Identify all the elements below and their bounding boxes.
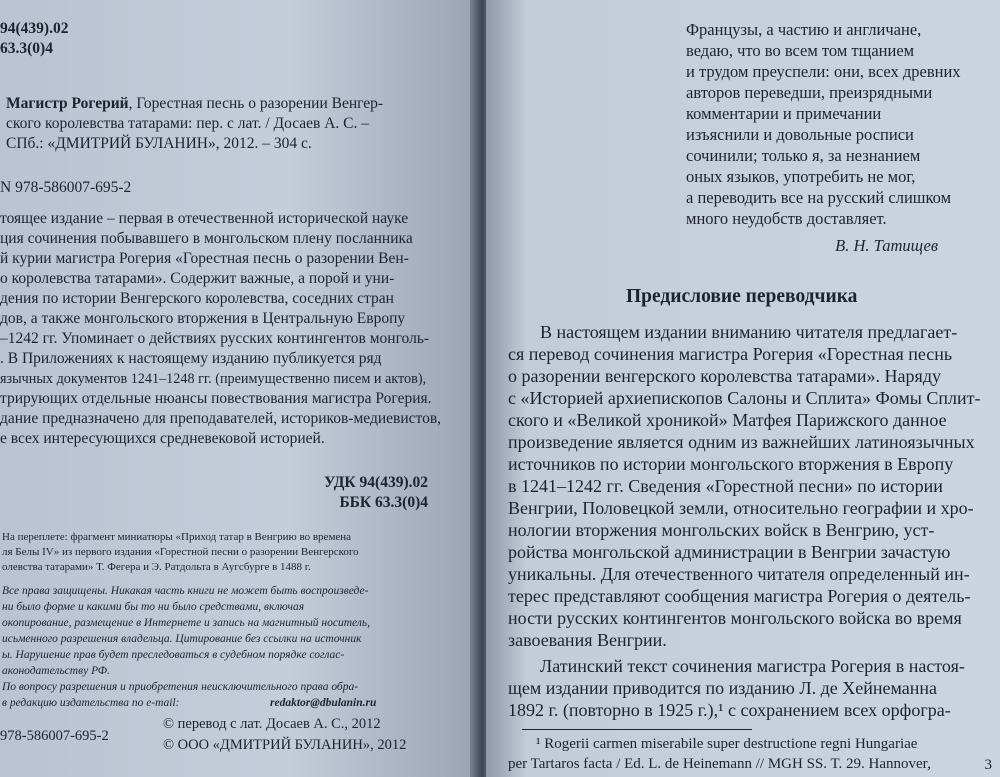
- cover-line: На переплете: фрагмент миниатюры «Приход татар в Венгрию во времена: [2, 531, 352, 543]
- epigraph-line: авторов переведши, преизрядными: [686, 83, 933, 102]
- abstract-line: й курии магистра Рогерия «Горестная песнь о разорении Вен-: [0, 250, 409, 267]
- isbn-top: N 978-586007-695-2: [0, 179, 132, 196]
- rights-line: в редакцию издательства по e-mail:: [2, 697, 180, 709]
- body-line: о разорении венгерского королевства татарами». Наряду: [508, 366, 941, 386]
- body-line: терес представляют сообщения магистра Рогерия о деятель-: [508, 586, 971, 606]
- abstract-line: –1242 гг. Упоминает о действиях русских контингентов монголь-: [0, 330, 430, 347]
- cover-line: олевства татарами» Т. Фегера и Э. Ратдольта в Аугсбурге в 1488 г.: [2, 561, 311, 573]
- body-line: щем издании приводится по изданию Л. де Хейнеманна: [508, 678, 937, 698]
- page-number: 3: [984, 757, 992, 773]
- udk-top: 94(439).02: [0, 20, 69, 37]
- body-line: нологии вторжения монгольских войск в Венгрию, уст-: [508, 520, 935, 540]
- abstract-line: . В Приложениях к настоящему изданию публикуется ряд: [0, 350, 382, 367]
- rights-line: окопирование, размещение в Интернете и запись на магнитный носитель,: [2, 617, 370, 629]
- abstract-line: о королевства татарами». Содержит важные, а порой и уни-: [0, 270, 395, 287]
- cover-line: ля Белы IV» из первого издания «Горестной песни о разорении Венгерского: [2, 546, 359, 558]
- body-line: завоевания Венгрии.: [508, 630, 667, 650]
- body-line: ности русских контингентов монгольского войска во время: [508, 608, 962, 628]
- copyright-publisher: © ООО «ДМИТРИЙ БУЛАНИН», 2012: [163, 737, 407, 753]
- udk-code: УДК 94(439).02: [323, 474, 428, 491]
- epigraph-line: а переводить все на русский слишком: [686, 188, 952, 207]
- bbk-code: ББК 63.3(0)4: [339, 494, 428, 511]
- body-line: уникальны. Для отечественного читателя определенный ин-: [508, 564, 970, 584]
- epigraph-line: и трудом преуспели: они, всех древних: [686, 62, 961, 81]
- epigraph-line: комментарии и примечании: [686, 104, 882, 123]
- rights-line: ы. Нарушение прав будет преследоваться в судебном порядке соглас-: [2, 649, 345, 661]
- body-line: Венгрии, Половецкой земли, относительно географии и хро-: [508, 498, 974, 518]
- body-line: в 1241–1242 гг. Сведения «Горестной песни» по истории: [508, 476, 943, 496]
- body-line: ройства монгольской администрации в Венгрии зачастую: [508, 542, 951, 562]
- abstract-line: дание предназначено для преподавателей, историков-медиевистов,: [0, 410, 442, 427]
- right-page: [486, 0, 1000, 777]
- bbk-top: 63.3(0)4: [0, 40, 53, 57]
- bib-line: ского королевства татарами: пер. с лат. / Досаев А. С. –: [6, 115, 370, 132]
- abstract-line: трирующих отдельные нюансы повествования магистра Рогерия.: [0, 390, 432, 407]
- abstract-line: ция сочинения побывавшего в монгольском плену посланника: [0, 230, 413, 247]
- body-line: произведение является одним из важнейших латиноязычных: [508, 432, 975, 452]
- epigraph-author: В. Н. Татищев: [835, 236, 938, 255]
- abstract-line: язычных документов 1241–1248 гг. (преимущественно писем и актов),: [0, 371, 427, 387]
- rights-line: По вопросу разрешения и приобретения неисключительного права обра-: [2, 681, 359, 693]
- footnote-line: per Tartaros facta / Ed. L. de Heinemann // MGH SS. T. 29. Hannover,: [508, 756, 931, 772]
- abstract-line: е всех интересующихся средневековой историей.: [0, 430, 325, 447]
- isbn-bottom: 978-586007-695-2: [0, 728, 109, 744]
- epigraph-line: изъяснили и довольные росписи: [686, 125, 914, 144]
- body-line: Латинский текст сочинения магистра Рогерия в настоя-: [540, 656, 965, 676]
- bib-line: СПб.: «ДМИТРИЙ БУЛАНИН», 2012. – 304 с.: [6, 135, 312, 152]
- abstract-line: тоящее издание – первая в отечественной исторической науке: [0, 210, 409, 227]
- body-line: В настоящем издании вниманию читателя предлагает-: [540, 322, 958, 342]
- rights-line: ни было форме и какими бы то ни было средствами, включая: [2, 601, 305, 613]
- chapter-heading: Предисловие переводчика: [626, 286, 858, 307]
- rights-line: исьменного разрешения владельца. Цитирование без ссылки на источник: [2, 633, 362, 645]
- body-line: ся перевод сочинения магистра Рогерия «Горестная песнь: [508, 344, 953, 364]
- rights-line: аконодательству РФ.: [2, 665, 110, 677]
- body-line: 1892 г. (повторно в 1925 г.),¹ с сохранением всех орфогра-: [508, 700, 951, 720]
- abstract-line: дения по истории Венгерского королевства, соседних стран: [0, 290, 394, 307]
- rights-line: Все права защищены. Никакая часть книги не может быть воспроизведе-: [2, 585, 369, 597]
- body-line: с «Историей архиепископов Салоны и Сплита» Фомы Сплит-: [508, 388, 981, 408]
- abstract-line: дов, а также монгольского вторжения в Центральную Европу: [0, 310, 406, 327]
- copyright-translation: © перевод с лат. Досаев А. С., 2012: [163, 716, 381, 732]
- left-page: [0, 0, 478, 777]
- email-link[interactable]: redaktor@dbulanin.ru: [270, 697, 377, 709]
- body-line: источников по истории монгольского вторжения в Европу: [508, 454, 954, 474]
- footnote-line: ¹ Rogerii carmen miserabile super destructione regni Hungariae: [536, 736, 918, 752]
- epigraph-line: сочинили; только я, за незнанием: [686, 146, 921, 165]
- epigraph-line: много неудобств доставляет.: [686, 209, 887, 228]
- epigraph-line: ведаю, что во всем том тщанием: [686, 41, 915, 60]
- epigraph-line: Французы, а частию и англичане,: [686, 20, 922, 39]
- bib-line: Магистр Рогерий, Горестная песнь о разорении Венгер-: [6, 95, 384, 112]
- footnote-rule: [522, 729, 752, 730]
- epigraph-line: оных языков, употребить не мог,: [686, 167, 916, 186]
- body-line: ского и «Великой хроникой» Матфея Парижского данное: [508, 410, 947, 430]
